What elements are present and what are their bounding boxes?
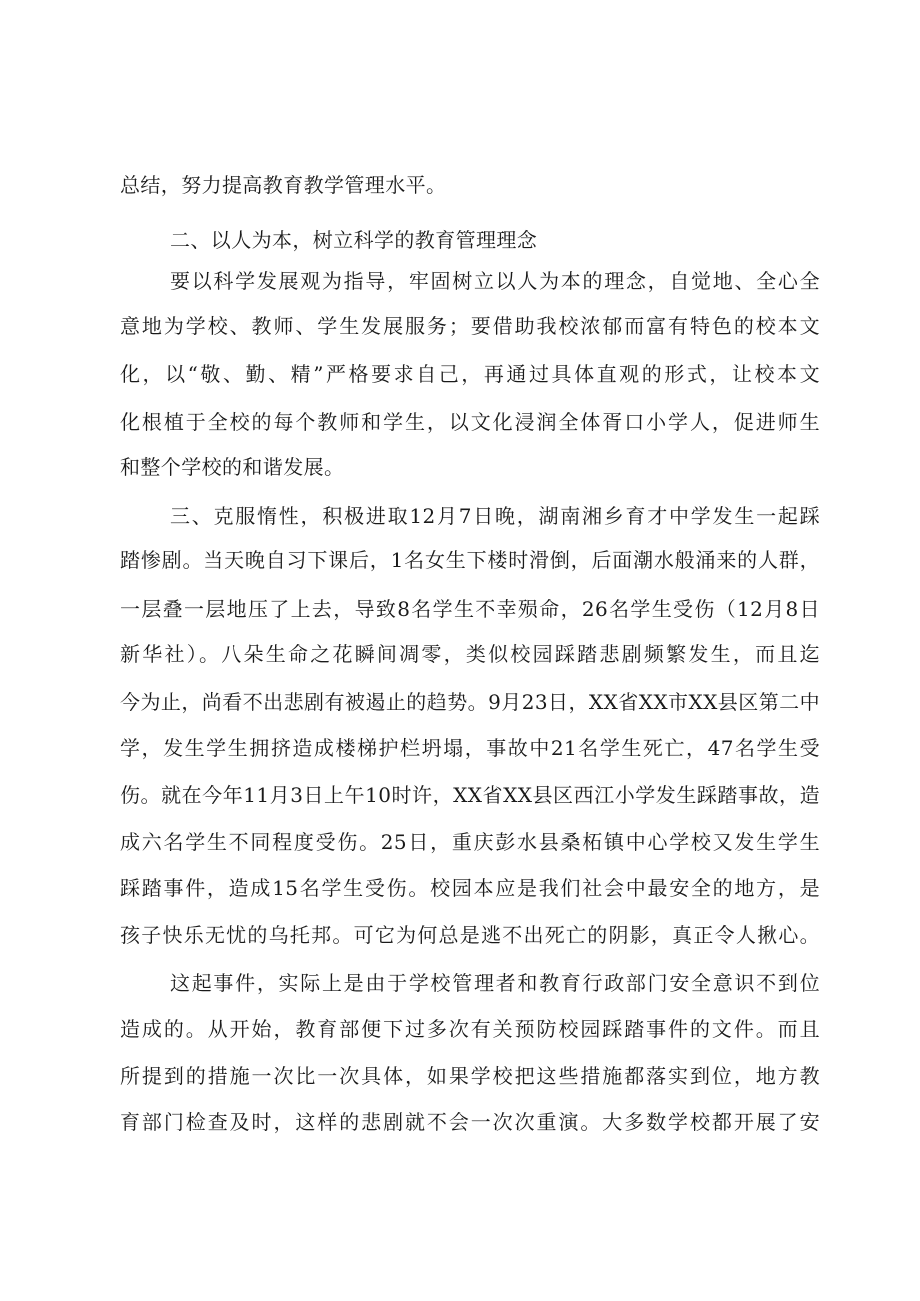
paragraph-line: 育部门检查及时，这样的悲剧就不会一次次重演。大多数学校都开展了安	[120, 1110, 820, 1134]
paragraph-line: 意地为学校、教师、学生发展服务；要借助我校浓郁而富有特色的校本文	[120, 314, 820, 338]
paragraph-line: 要以科学发展观为指导，牢固树立以人为本的理念，自觉地、全心全	[170, 269, 820, 293]
paragraph-line: 化根植于全校的每个教师和学生，以文化浸润全体胥口小学人，促进师生	[120, 410, 820, 434]
paragraph-line: 孩子快乐无忧的乌托邦。可它为何总是逃不出死亡的阴影，真正令人揪心。	[120, 923, 820, 947]
paragraph-line: 一层叠一层地压了上去，导致8名学生不幸殒命，26名学生受伤（12月8日	[120, 597, 820, 621]
paragraph-line: 所提到的措施一次比一次具体，如果学校把这些措施都落实到位，地方教	[120, 1064, 820, 1088]
paragraph-line: 伤。就在今年11月3日上午10时许，XX省XX县区西江小学发生踩踏事故，造	[120, 783, 820, 807]
section-heading: 二、以人为本，树立科学的教育管理理念	[170, 228, 538, 252]
paragraph-line: 成六名学生不同程度受伤。25日，重庆彭水县桑柘镇中心学校又发生学生	[120, 830, 820, 854]
paragraph-line: 这起事件，实际上是由于学校管理者和教育行政部门安全意识不到位	[170, 971, 820, 995]
paragraph-line: 踩踏事件，造成15名学生受伤。校园本应是我们社会中最安全的地方，是	[120, 876, 820, 900]
paragraph-line: 学，发生学生拥挤造成楼梯护栏坍塌，事故中21名学生死亡，47名学生受	[120, 736, 820, 760]
paragraph-line: 化，以“敬、勤、精”严格要求自己，再通过具体直观的形式，让校本文	[120, 362, 820, 386]
paragraph-line: 和整个学校的和谐发展。	[120, 455, 345, 479]
paragraph-line: 新华社）。八朵生命之花瞬间凋零，类似校园踩踏悲剧频繁发生，而且迄	[120, 642, 820, 666]
paragraph-line: 造成的。从开始，教育部便下过多次有关预防校园踩踏事件的文件。而且	[120, 1017, 820, 1041]
section-heading-paragraph: 三、克服惰性，积极进取12月7日晚，湖南湘乡育才中学发生一起踩	[170, 504, 820, 528]
paragraph-line: 踏惨剧。当天晚自习下课后，1名女生下楼时滑倒，后面潮水般涌来的人群，	[120, 548, 820, 572]
paragraph-line: 今为止，尚看不出悲剧有被遏止的趋势。9月23日，XX省XX市XX县区第二中	[120, 690, 820, 714]
paragraph-line: 总结，努力提高教育教学管理水平。	[120, 173, 447, 197]
